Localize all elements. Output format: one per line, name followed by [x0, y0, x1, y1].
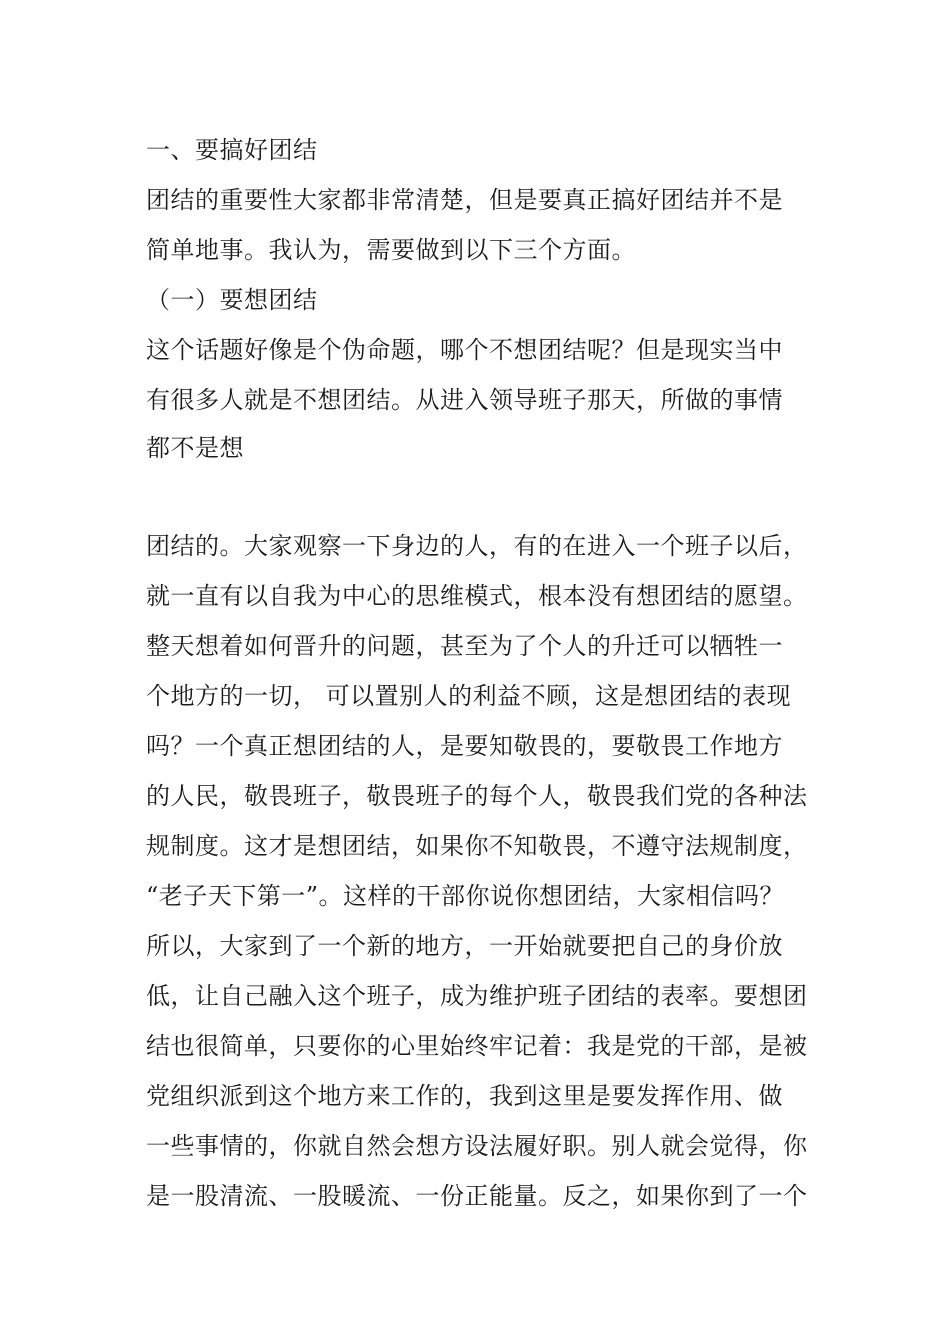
paragraph-line: 有很多人就是不想团结。从进入领导班子那天，所做的事情	[146, 386, 783, 414]
paragraph-line: 是一股清流、一股暖流、一份正能量。反之，如果你到了一个	[146, 1182, 808, 1210]
paragraph-line: 这个话题好像是个伪命题，哪个不想团结呢？但是现实当中	[146, 336, 783, 364]
paragraph-line: 规制度。这才是想团结，如果你不知敬畏，不遵守法规制度，	[146, 832, 808, 860]
paragraph-line: 党组织派到这个地方来工作的，我到这里是要发挥作用、做	[146, 1082, 783, 1110]
paragraph-line: 团结的重要性大家都非常清楚，但是要真正搞好团结并不是	[146, 186, 783, 214]
paragraph-line: 吗？一个真正想团结的人，是要知敬畏的，要敬畏工作地方	[146, 732, 783, 760]
paragraph-line: 的人民，敬畏班子，敬畏班子的每个人，敬畏我们党的各种法	[146, 782, 808, 810]
paragraph-line: 个地方的一切， 可以置别人的利益不顾，这是想团结的表现	[146, 682, 792, 710]
paragraph-line: 低，让自己融入这个班子，成为维护班子团结的表率。要想团	[146, 982, 808, 1010]
section-heading: 一、要搞好团结	[146, 136, 318, 164]
paragraph-line: 简单地事。我认为，需要做到以下三个方面。	[146, 236, 636, 264]
paragraph-line: 团结的。大家观察一下身边的人，有的在进入一个班子以后，	[146, 532, 808, 560]
paragraph-line: 一些事情的，你就自然会想方设法履好职。别人就会觉得，你	[146, 1132, 808, 1160]
paragraph-line: 都不是想	[146, 434, 244, 462]
paragraph-line: 就一直有以自我为中心的思维模式，根本没有想团结的愿望。	[146, 582, 808, 610]
subsection-heading: （一）要想团结	[146, 286, 318, 314]
paragraph-line: “老子天下第一”。这样的干部你说你想团结，大家相信吗？	[146, 882, 785, 910]
paragraph-line: 整天想着如何晋升的问题，甚至为了个人的升迁可以牺牲一	[146, 632, 783, 660]
paragraph-line: 结也很简单，只要你的心里始终牢记着：我是党的干部，是被	[146, 1032, 808, 1060]
paragraph-line: 所以，大家到了一个新的地方，一开始就要把自己的身价放	[146, 932, 783, 960]
